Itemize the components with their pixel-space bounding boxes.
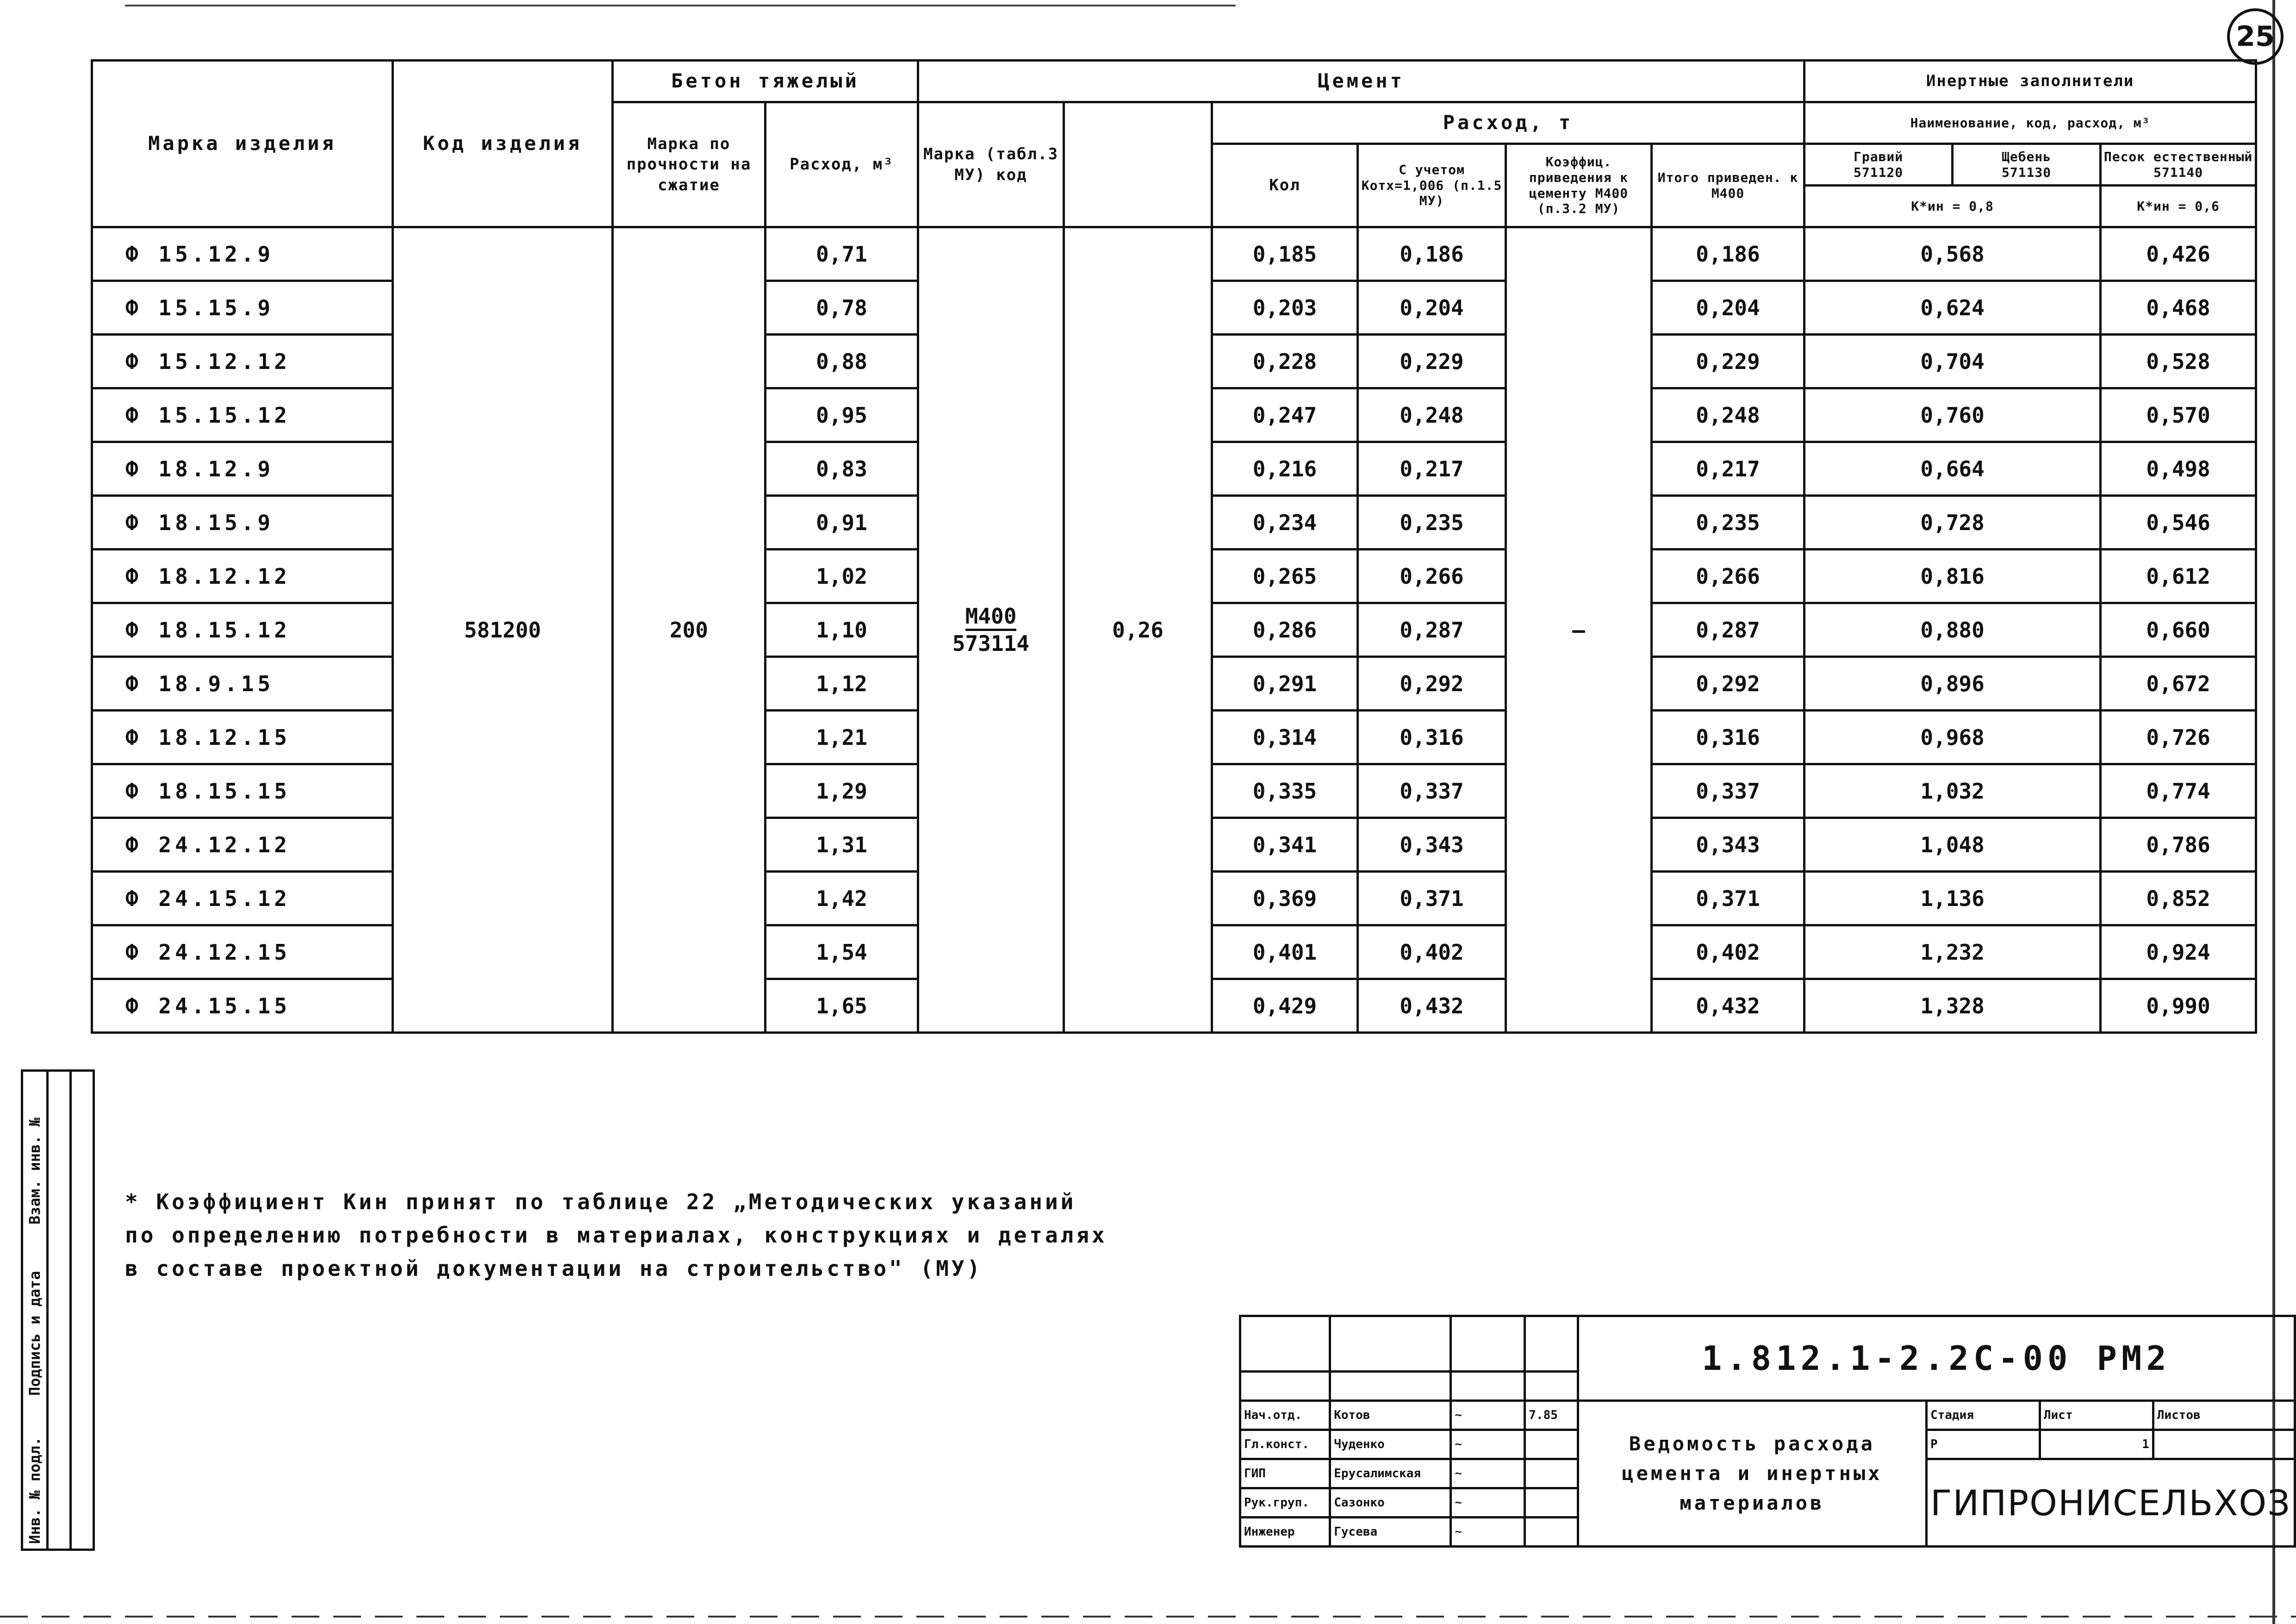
aggregate-gravel-crushed: 0,760 xyxy=(1804,388,2101,442)
cement-total-m400: 0,337 xyxy=(1652,764,1804,818)
person-4: Сазонко xyxy=(1330,1488,1451,1518)
document-code: 1.812.1-2.2С-00 РМ2 xyxy=(1578,1316,2295,1401)
sheet-number: 25 xyxy=(2227,8,2284,65)
margin-inv-podl: Инв. № подл. xyxy=(26,1437,44,1544)
cement-total-m400: 0,287 xyxy=(1652,603,1804,657)
cement-with-coefficient: 0,235 xyxy=(1358,496,1506,550)
concrete-volume: 1,54 xyxy=(765,925,918,979)
aggregate-sand: 0,426 xyxy=(2101,227,2256,281)
product-mark: Ф 15.15.9 xyxy=(92,281,393,335)
concrete-volume: 1,02 xyxy=(765,550,918,603)
product-mark: Ф 24.12.15 xyxy=(92,925,393,979)
cement-total-m400: 0,292 xyxy=(1652,657,1804,711)
cement-total-m400: 0,316 xyxy=(1652,711,1804,764)
header-beton-rashod: Расход, м³ xyxy=(765,102,918,227)
role-1: Нач.отд. xyxy=(1240,1401,1330,1430)
product-mark: Ф 15.12.9 xyxy=(92,227,393,281)
cement-with-coefficient: 0,337 xyxy=(1358,764,1506,818)
role-3: ГИП xyxy=(1240,1459,1330,1488)
concrete-volume: 1,29 xyxy=(765,764,918,818)
product-code: 581200 xyxy=(393,227,613,1033)
product-mark: Ф 15.15.12 xyxy=(92,388,393,442)
header-kod: Код изделия xyxy=(393,61,613,227)
aggregate-sand: 0,498 xyxy=(2101,442,2256,496)
cement-with-coefficient: 0,402 xyxy=(1358,925,1506,979)
cement-quantity: 0,369 xyxy=(1212,872,1358,925)
stadiya-value: Р xyxy=(1926,1430,2040,1459)
product-mark: Ф 18.15.12 xyxy=(92,603,393,657)
cement-total-m400: 0,343 xyxy=(1652,818,1804,872)
footnote-line-3: в составе проектной документации на строительство" (МУ) xyxy=(125,1256,983,1281)
aggregate-gravel-crushed: 0,880 xyxy=(1804,603,2101,657)
concrete-volume: 0,83 xyxy=(765,442,918,496)
aggregate-gravel-crushed: 0,624 xyxy=(1804,281,2101,335)
role-4: Рук.груп. xyxy=(1240,1488,1330,1518)
organization-name: ГИПРОНИСЕЛЬХОЗ xyxy=(1926,1459,2295,1547)
aggregate-gravel-crushed: 0,896 xyxy=(1804,657,2101,711)
concrete-volume: 1,21 xyxy=(765,711,918,764)
cement-with-coefficient: 0,266 xyxy=(1358,550,1506,603)
cement-quantity: 0,265 xyxy=(1212,550,1358,603)
list-label: Лист xyxy=(2040,1401,2153,1430)
aggregate-sand: 0,528 xyxy=(2101,335,2256,388)
product-mark: Ф 18.15.15 xyxy=(92,764,393,818)
listov-value xyxy=(2153,1430,2295,1459)
concrete-volume: 0,95 xyxy=(765,388,918,442)
aggregate-sand: 0,570 xyxy=(2101,388,2256,442)
header-cement-marka: Марка (табл.3 МУ) код xyxy=(918,102,1064,227)
left-margin-stamp xyxy=(21,1069,95,1551)
aggregate-gravel-crushed: 0,664 xyxy=(1804,442,2101,496)
cement-with-coefficient: 0,204 xyxy=(1358,281,1506,335)
role-5: Инженер xyxy=(1240,1518,1330,1547)
header-s-uchetom: С учетом Котх=1,006 (п.1.5 МУ) xyxy=(1358,144,1506,227)
cement-total-m400: 0,266 xyxy=(1652,550,1804,603)
concrete-volume: 1,10 xyxy=(765,603,918,657)
aggregate-gravel-crushed: 0,704 xyxy=(1804,335,2101,388)
product-mark: Ф 18.12.15 xyxy=(92,711,393,764)
header-pesok: Песок естественный 571140 xyxy=(2101,144,2256,186)
concrete-volume: 0,71 xyxy=(765,227,918,281)
cement-total-m400: 0,371 xyxy=(1652,872,1804,925)
person-3: Ерусалимская xyxy=(1330,1459,1451,1488)
cement-with-coefficient: 0,316 xyxy=(1358,711,1506,764)
product-mark: Ф 15.12.12 xyxy=(92,335,393,388)
concrete-volume: 1,42 xyxy=(765,872,918,925)
aggregate-sand: 0,612 xyxy=(2101,550,2256,603)
cement-quantity: 0,341 xyxy=(1212,818,1358,872)
header-beton: Бетон тяжелый xyxy=(613,61,918,102)
cement-grade xyxy=(918,227,1064,1033)
product-mark: Ф 18.9.15 xyxy=(92,657,393,711)
person-1: Котов xyxy=(1330,1401,1451,1430)
header-ka xyxy=(1064,102,1212,227)
cement-quantity: 0,291 xyxy=(1212,657,1358,711)
signature-3: ~ xyxy=(1451,1459,1525,1488)
cement-quantity: 0,228 xyxy=(1212,335,1358,388)
aggregate-gravel-crushed: 1,048 xyxy=(1804,818,2101,872)
cement-ka: 0,26 xyxy=(1064,227,1212,1033)
person-5: Гусева xyxy=(1330,1518,1451,1547)
header-gravii: Гравий 571120 xyxy=(1804,144,1953,186)
header-kol: Кол xyxy=(1212,144,1358,227)
role-2: Гл.конст. xyxy=(1240,1430,1330,1459)
cement-with-coefficient: 0,186 xyxy=(1358,227,1506,281)
header-rashod-t: Расход, т xyxy=(1212,102,1804,144)
signature-1: ~ xyxy=(1451,1401,1525,1430)
signature-4: ~ xyxy=(1451,1488,1525,1518)
product-mark: Ф 24.15.12 xyxy=(92,872,393,925)
cement-total-m400: 0,248 xyxy=(1652,388,1804,442)
concrete-grade: 200 xyxy=(613,227,765,1033)
cement-total-m400: 0,402 xyxy=(1652,925,1804,979)
cement-grade-value: М400 xyxy=(965,604,1017,631)
cement-with-coefficient: 0,432 xyxy=(1358,979,1506,1033)
aggregate-gravel-crushed: 0,568 xyxy=(1804,227,2101,281)
cement-total-m400: 0,432 xyxy=(1652,979,1804,1033)
header-naimenovanie: Наименование, код, расход, м³ xyxy=(1804,102,2256,144)
header-sheben: Щебень 571130 xyxy=(1953,144,2101,186)
bottom-border-line xyxy=(0,1616,2296,1618)
header-koeff: Коэффиц. приведения к цементу М400 (п.3.2 МУ) xyxy=(1506,144,1652,227)
signature-5: ~ xyxy=(1451,1518,1525,1547)
cement-total-m400: 0,204 xyxy=(1652,281,1804,335)
cement-quantity: 0,234 xyxy=(1212,496,1358,550)
aggregate-gravel-crushed: 1,232 xyxy=(1804,925,2101,979)
concrete-volume: 1,65 xyxy=(765,979,918,1033)
cement-with-coefficient: 0,217 xyxy=(1358,442,1506,496)
footnote-line-1: * Коэффициент Кин принят по таблице 22 „Методических указаний xyxy=(125,1189,1076,1214)
product-mark: Ф 24.12.12 xyxy=(92,818,393,872)
cement-quantity: 0,247 xyxy=(1212,388,1358,442)
cement-with-coefficient: 0,371 xyxy=(1358,872,1506,925)
header-itogo: Итого приведен. к М400 xyxy=(1652,144,1804,227)
cement-total-m400: 0,235 xyxy=(1652,496,1804,550)
aggregate-sand: 0,924 xyxy=(2101,925,2256,979)
cement-with-coefficient: 0,287 xyxy=(1358,603,1506,657)
product-mark: Ф 18.12.9 xyxy=(92,442,393,496)
header-kin-2: К*ин = 0,6 xyxy=(2101,186,2256,227)
header-kin-1: К*ин = 0,8 xyxy=(1804,186,2101,227)
product-mark: Ф 18.15.9 xyxy=(92,496,393,550)
aggregate-gravel-crushed: 1,032 xyxy=(1804,764,2101,818)
aggregate-sand: 0,672 xyxy=(2101,657,2256,711)
aggregate-gravel-crushed: 1,328 xyxy=(1804,979,2101,1033)
header-beton-marka: Марка по прочности на сжатие xyxy=(613,102,765,227)
aggregate-gravel-crushed: 0,728 xyxy=(1804,496,2101,550)
cement-code-value: 573114 xyxy=(952,631,1030,656)
footnote-line-2: по определению потребности в материалах, конструкциях и деталях xyxy=(125,1223,1108,1248)
concrete-volume: 0,78 xyxy=(765,281,918,335)
cement-quantity: 0,335 xyxy=(1212,764,1358,818)
cement-total-m400: 0,186 xyxy=(1652,227,1804,281)
top-border-line xyxy=(125,5,1236,6)
materials-table xyxy=(91,59,2257,1034)
cement-quantity: 0,203 xyxy=(1212,281,1358,335)
cement-quantity: 0,314 xyxy=(1212,711,1358,764)
cement-with-coefficient: 0,229 xyxy=(1358,335,1506,388)
aggregate-gravel-crushed: 1,136 xyxy=(1804,872,2101,925)
stadiya-label: Стадия xyxy=(1926,1401,2040,1430)
concrete-volume: 1,31 xyxy=(765,818,918,872)
reduction-coefficient: — xyxy=(1506,227,1652,1033)
cement-with-coefficient: 0,248 xyxy=(1358,388,1506,442)
margin-podpis-data: Подпись и дата xyxy=(26,1271,44,1396)
cement-with-coefficient: 0,292 xyxy=(1358,657,1506,711)
aggregate-sand: 0,726 xyxy=(2101,711,2256,764)
aggregate-sand: 0,468 xyxy=(2101,281,2256,335)
header-cement: Цемент xyxy=(918,61,1804,102)
stamp-date: 7.85 xyxy=(1525,1401,1578,1430)
title-block xyxy=(1239,1315,2296,1548)
header-marka: Марка изделия xyxy=(92,61,393,227)
product-mark: Ф 18.12.12 xyxy=(92,550,393,603)
aggregate-sand: 0,774 xyxy=(2101,764,2256,818)
aggregate-sand: 0,786 xyxy=(2101,818,2256,872)
document-title: Ведомость расхода цемента и инертных материалов xyxy=(1578,1401,1926,1547)
concrete-volume: 1,12 xyxy=(765,657,918,711)
cement-quantity: 0,286 xyxy=(1212,603,1358,657)
table-row xyxy=(92,227,2256,281)
product-mark: Ф 24.15.15 xyxy=(92,979,393,1033)
signature-2: ~ xyxy=(1451,1430,1525,1459)
person-2: Чуденко xyxy=(1330,1430,1451,1459)
cement-quantity: 0,185 xyxy=(1212,227,1358,281)
cement-total-m400: 0,229 xyxy=(1652,335,1804,388)
footnote xyxy=(125,1185,1328,1285)
margin-vzam-inv: Взам. инв. № xyxy=(26,1117,44,1224)
cement-with-coefficient: 0,343 xyxy=(1358,818,1506,872)
list-value: 1 xyxy=(2040,1430,2153,1459)
header-inertnye: Инертные заполнители xyxy=(1804,61,2256,102)
aggregate-gravel-crushed: 0,816 xyxy=(1804,550,2101,603)
aggregate-sand: 0,990 xyxy=(2101,979,2256,1033)
concrete-volume: 0,91 xyxy=(765,496,918,550)
cement-quantity: 0,216 xyxy=(1212,442,1358,496)
aggregate-sand: 0,660 xyxy=(2101,603,2256,657)
listov-label: Листов xyxy=(2153,1401,2295,1430)
aggregate-sand: 0,546 xyxy=(2101,496,2256,550)
cement-quantity: 0,401 xyxy=(1212,925,1358,979)
aggregate-gravel-crushed: 0,968 xyxy=(1804,711,2101,764)
concrete-volume: 0,88 xyxy=(765,335,918,388)
cement-quantity: 0,429 xyxy=(1212,979,1358,1033)
cement-total-m400: 0,217 xyxy=(1652,442,1804,496)
aggregate-sand: 0,852 xyxy=(2101,872,2256,925)
